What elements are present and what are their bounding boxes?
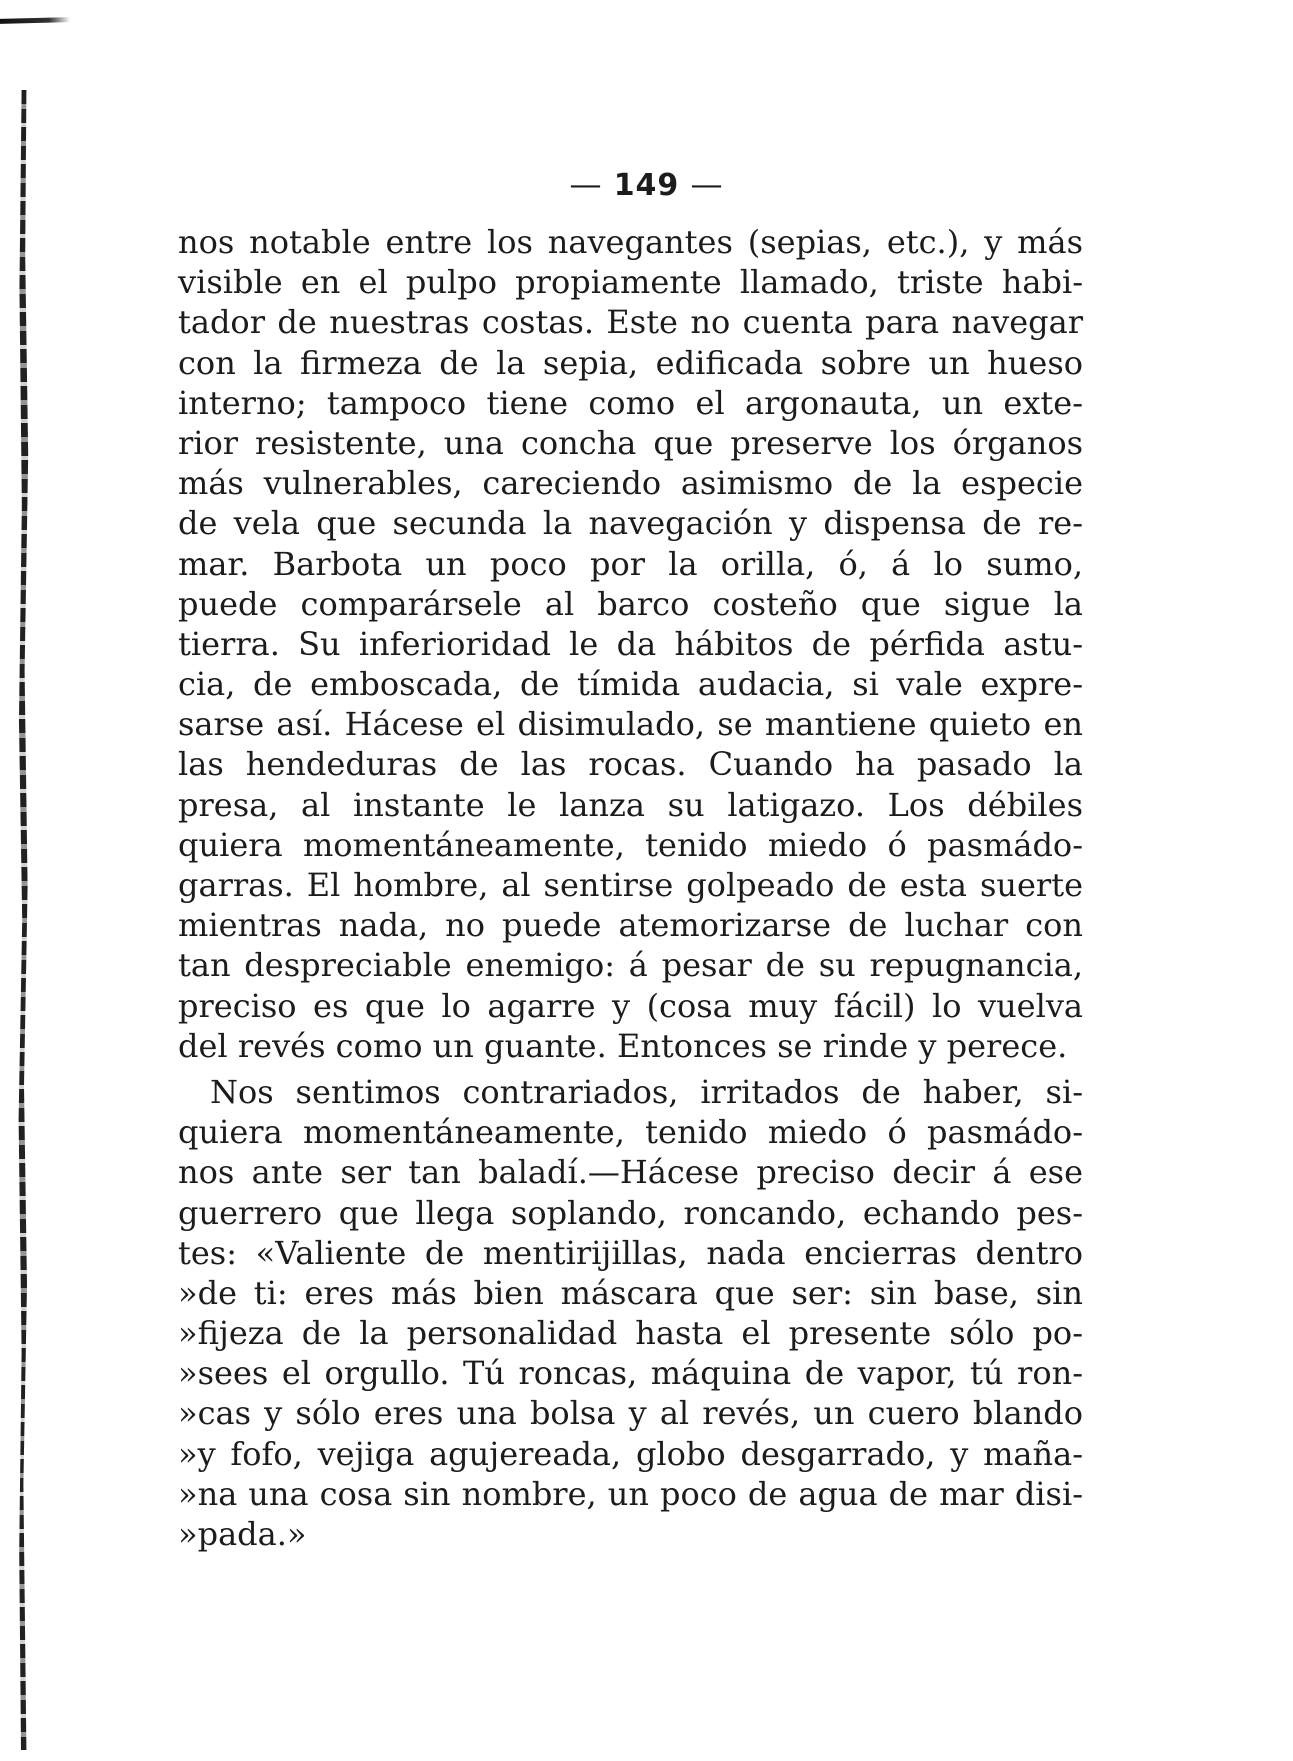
text-line: de vela que secunda la navegación y dispensa de re-: [178, 504, 1083, 543]
paragraph-1: [178, 222, 1083, 1066]
text-line: preciso es que lo agarre y (cosa muy fácil) lo vuelva: [178, 986, 1083, 1025]
text-line: tes: «Valiente de mentirijillas, nada encierras dentro: [178, 1233, 1083, 1272]
text-line: »de ti: eres más bien máscara que ser: sin base, sin: [178, 1273, 1083, 1312]
text-line: »y fofo, vejiga agujereada, globo desgarrado, y maña-: [178, 1434, 1083, 1473]
text-line: las hendeduras de las rocas. Cuando ha pasado la: [178, 745, 1083, 784]
text-line: más vulnerables, careciendo asimismo de la especie: [178, 464, 1083, 503]
book-binding-edge: [18, 90, 30, 1750]
text-line: presa, al instante le lanza su latigazo. Los débiles: [178, 785, 1083, 824]
text-line: puede comparársele al barco costeño que sigue la: [178, 584, 1083, 623]
text-line: rior resistente, una concha que preserve los órganos: [178, 423, 1083, 462]
text-line: quiera momentáneamente, tenido miedo ó pasmádo-: [178, 825, 1083, 864]
text-line: Nos sentimos contrariados, irritados de haber, si-: [210, 1072, 1083, 1111]
paragraph-2: [178, 1072, 1083, 1554]
text-line: mientras nada, no puede atemorizarse de luchar con: [178, 906, 1083, 945]
text-line: tierra. Su inferioridad le da hábitos de pérfida astu-: [178, 624, 1083, 663]
body-text: [178, 222, 1083, 1554]
text-line: »cas y sólo eres una bolsa y al revés, un cuero blando: [178, 1394, 1083, 1433]
page-number-suffix: —: [690, 165, 724, 203]
text-line: con la firmeza de la sepia, edificada sobre un hueso: [178, 343, 1083, 382]
text-line: visible en el pulpo propiamente llamado, triste habi-: [178, 263, 1083, 302]
text-line: del revés como un guante. Entonces se rinde y perece.: [178, 1026, 1068, 1065]
page-number: [0, 165, 1293, 203]
text-line: tan despreciable enemigo: á pesar de su repugnancia,: [178, 946, 1083, 985]
text-line: »sees el orgullo. Tú roncas, máquina de vapor, tú ron-: [178, 1354, 1083, 1393]
text-line: cia, de emboscada, de tímida audacia, si vale expre-: [178, 665, 1083, 704]
text-line: quiera momentáneamente, tenido miedo ó pasmádo-: [178, 1113, 1083, 1152]
scan-edge-mark: [0, 17, 70, 24]
text-line: »na una cosa sin nombre, un poco de agua de mar disi-: [178, 1474, 1083, 1513]
text-line: sarse así. Hácese el disimulado, se mantiene quieto en: [178, 705, 1083, 744]
text-line: guerrero que llega soplando, roncando, echando pes-: [178, 1193, 1083, 1232]
text-line: »fijeza de la personalidad hasta el presente sólo po-: [178, 1314, 1083, 1353]
text-line: nos notable entre los navegantes (sepias, etc.), y más: [178, 223, 1083, 261]
text-line: tador de nuestras costas. Este no cuenta para navegar: [178, 303, 1083, 342]
page-number-value: 149: [613, 168, 680, 203]
text-line: mar. Barbota un poco por la orilla, ó, á lo sumo,: [178, 544, 1083, 583]
text-line: nos ante ser tan baladí.—Hácese preciso decir á ese: [178, 1153, 1083, 1192]
text-line: »pada.»: [178, 1515, 307, 1553]
page-number-prefix: —: [569, 165, 603, 203]
text-line: garras. El hombre, al sentirse golpeado de esta suerte: [178, 866, 1083, 904]
text-line: interno; tampoco tiene como el argonauta, un exte-: [178, 383, 1083, 422]
